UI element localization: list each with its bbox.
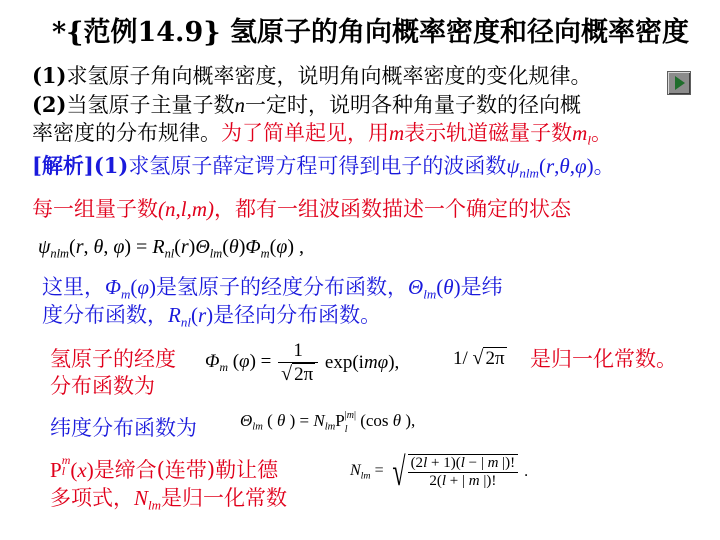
n-symbol: n — [234, 93, 245, 117]
latitude-equation: $\Theta_{lm}$ ( θ ) = $N_{lm}P$ |m| l (cos θ ), — [240, 410, 416, 435]
m-symbol: m — [389, 121, 405, 145]
next-slide-button[interactable] — [667, 71, 691, 95]
question-2-text-c: 率密度的分布规律。 — [32, 121, 221, 145]
legendre-text-b: 多项式， — [50, 486, 134, 510]
here-d: 度分布函数， — [42, 303, 168, 327]
legendre-symbol: P m l (x) — [50, 453, 94, 482]
analysis-label: [解析] — [32, 153, 94, 178]
n-lm-symbol: $N_{lm}$ — [134, 486, 162, 513]
theta-lm-symbol: $\Theta_{lm}$ — [408, 275, 437, 302]
quantum-set-line — [32, 195, 571, 223]
ml-symbol: m — [572, 121, 588, 145]
norm-text: 是归一化常数。 — [530, 347, 677, 371]
here-e: 是径向分布函数。 — [213, 303, 382, 327]
quantum-set-text-a: 每一组量子数 — [32, 197, 158, 221]
play-triangle-icon — [675, 76, 685, 90]
wavefunction-equation: $\psi_{nlm}(r$, θ, $\varphi) = R_{nl}(r)\Theta_{lm}(\theta)\Phi_m(\varphi)$ , — [38, 236, 304, 261]
question-2-text-b: 一定时，说明各种角量子数的径向概 — [244, 93, 581, 117]
nlm-equation: $N_{lm}$ = √ $\frac{(2l + 1)(l - | m |)!}{2(l + | m |)!}$ . — [350, 449, 529, 494]
lat-label: 纬度分布函数为 — [50, 416, 197, 440]
analysis-end: 。 — [593, 154, 615, 178]
r-nl-symbol: $R_{nl}$ — [168, 303, 191, 330]
question-1 — [32, 62, 591, 90]
page-title: *{范例14.9} 氢原子的角向概率密度和径向概率密度 — [52, 17, 690, 48]
inv-sqrt-2pi-fraction: $\frac{1}{√ 2\pi}$ — [278, 340, 318, 386]
quantum-set-text-b: ，都有一组波函数描述一个确定的状态 — [214, 197, 571, 221]
longitude-equation: $\Phi_m$ (φ) = $\frac{1}{√ 2\pi}$ exp(imφ), — [205, 340, 400, 385]
psi-nlm: $\psi_{nlm}$ — [506, 154, 539, 181]
here-c: 是纬 — [460, 275, 503, 299]
psi-args: (r,θ,φ) — [538, 154, 594, 178]
lon-label-2: 分布函数为 — [50, 374, 155, 398]
norm-constant: 1/ √ 2π — [453, 347, 505, 369]
note-b: 表示轨道磁量子数 — [404, 121, 573, 145]
analysis-text: 求氢原子薛定谔方程可得到电子的波函数 — [128, 154, 507, 178]
legendre-text-a: 是缔合(连带)勒让德 — [93, 458, 279, 482]
note-a: 为了简单起见，用 — [221, 121, 389, 145]
here-b: 是氢原子的经度分布函数， — [156, 275, 409, 299]
analysis-line — [32, 152, 615, 188]
here-line-2: 度分布函数，$R_{nl}(r)$是径向分布函数。 — [42, 303, 382, 330]
question-2-label: (2) — [32, 92, 67, 117]
analysis-part: (1) — [93, 153, 129, 178]
phi-m-symbol: $\Phi_m$ — [105, 275, 131, 302]
note-end: 。 — [590, 121, 612, 145]
legendre-line-2 — [50, 484, 287, 520]
legendre-line-1 — [50, 453, 279, 484]
question-1-label: (1) — [32, 63, 67, 88]
question-2 — [32, 91, 581, 119]
lon-label-1: 氢原子的经度 — [50, 347, 176, 371]
ml-subscript: l — [587, 132, 591, 148]
quantum-triple: (n,l,m) — [158, 197, 214, 221]
question-1-text: 求氢原子角向概率密度，说明角向概率密度的变化规律。 — [66, 64, 592, 88]
question-2-text-a: 当氢原子主量子数 — [66, 93, 235, 117]
here-line: 这里，$\Phi_m(\varphi)$是氢原子的经度分布函数，$\Theta_{lm}(\theta)$是纬 — [42, 275, 503, 302]
legendre-text-c: 是归一化常数 — [161, 486, 288, 510]
here-a: 这里， — [42, 275, 105, 299]
question-2-cont — [32, 119, 612, 155]
